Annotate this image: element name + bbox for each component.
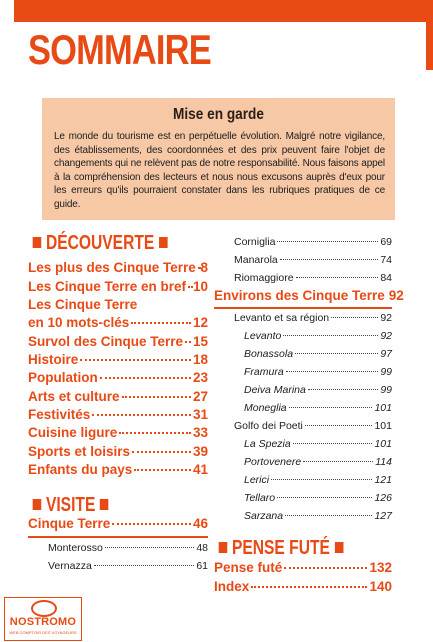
page-header: [0, 0, 433, 90]
leader-dots: [92, 414, 191, 416]
leader-dots: [277, 241, 378, 242]
toc-entry-label: Riomaggiore: [234, 272, 294, 284]
toc-entry-label: Cinque Terre: [28, 516, 111, 531]
toc-entry[interactable]: [234, 254, 392, 266]
toc-entry-label: Arts et culture: [28, 389, 120, 404]
toc-entry-label: Population: [28, 370, 98, 385]
toc-entry-page: 18: [192, 352, 208, 367]
toc-entry[interactable]: [244, 510, 392, 522]
leader-dots: [283, 335, 378, 336]
square-bullet-icon: [100, 499, 109, 510]
toc-entry-page: 114: [375, 456, 392, 468]
leader-dots: [277, 497, 372, 498]
toc-entry-label: Manarola: [234, 254, 278, 266]
toc-entry-page: 127: [374, 510, 392, 522]
leader-dots: [198, 267, 199, 269]
toc-entry[interactable]: [244, 438, 392, 450]
leader-dots: [289, 407, 373, 408]
toc-entry-page: 99: [380, 384, 392, 396]
leader-dots: [119, 432, 191, 434]
toc-entry-page: 92: [388, 288, 404, 303]
toc-entry-page: 92: [380, 312, 392, 324]
section-decouverte-label: DÉCOUVERTE: [45, 232, 155, 254]
toc-entry-page: 23: [192, 370, 208, 385]
toc-entry-label: Les plus des Cinque Terre: [28, 260, 196, 275]
toc-entry-page: 10: [192, 279, 208, 294]
toc-entry-label: Corniglia: [234, 236, 276, 248]
leader-dots: [293, 443, 373, 444]
toc-entry[interactable]: [234, 420, 392, 432]
leader-dots: [285, 515, 372, 516]
leader-dots: [271, 479, 372, 480]
leader-dots: [134, 469, 191, 471]
toc-entry[interactable]: [244, 330, 392, 342]
toc-entry-label: Lerici: [244, 474, 270, 486]
warning-box: [42, 98, 395, 220]
toc-entry-page: 46: [192, 516, 208, 531]
toc-entry-label: Bonassola: [244, 348, 294, 360]
toc-entry-label: Enfants du pays: [28, 462, 133, 477]
toc-entry[interactable]: [28, 425, 208, 440]
toc-entry-label: Moneglia: [244, 402, 287, 414]
warning-title: Mise en garde: [173, 106, 264, 123]
leader-dots: [303, 461, 373, 462]
leader-dots: [80, 359, 191, 361]
toc-entry-label: Sarzana: [244, 510, 284, 522]
leader-dots: [100, 377, 191, 379]
toc-entry-label: Portovenere: [244, 456, 302, 468]
toc-entry-label: Deiva Marina: [244, 384, 306, 396]
square-bullet-icon: [159, 237, 168, 248]
toc-entry-page: 140: [369, 579, 392, 594]
square-bullet-icon: [33, 499, 42, 510]
toc-entry-page: 48: [196, 542, 208, 554]
toc-entry-page: 84: [380, 272, 392, 284]
toc-entry[interactable]: [244, 366, 392, 378]
toc-entry-label: Les Cinque Terre: [28, 297, 138, 312]
section-pense-fute-label: PENSE FUTÉ: [231, 537, 330, 559]
square-bullet-icon: [219, 542, 228, 553]
toc-entry[interactable]: [234, 312, 392, 324]
toc-entry-label: Levanto: [244, 330, 282, 342]
toc-entry[interactable]: [214, 288, 404, 303]
toc-entry-page: 92: [380, 330, 392, 342]
leader-dots: [122, 396, 191, 398]
toc-entry[interactable]: [28, 334, 208, 349]
toc-entry[interactable]: [28, 407, 208, 422]
square-bullet-icon: [33, 237, 42, 248]
leader-dots: [295, 353, 378, 354]
leader-dots: [284, 567, 367, 569]
leader-dots: [286, 371, 379, 372]
toc-entry-label: Vernazza: [48, 560, 92, 572]
toc-entry[interactable]: [244, 348, 392, 360]
leader-dots: [94, 565, 195, 566]
toc-entry[interactable]: [48, 542, 208, 554]
section-visite-heading: [28, 494, 113, 517]
divider: [214, 307, 392, 309]
toc-entry-label: Environs des Cinque Terre: [214, 288, 385, 303]
toc-entry[interactable]: [244, 474, 392, 486]
toc-entry-label: Sports et loisirs: [28, 444, 131, 459]
toc-entry-label: Histoire: [28, 352, 79, 367]
leader-dots: [331, 317, 378, 318]
leader-dots: [185, 341, 191, 343]
leader-dots: [308, 389, 378, 390]
toc-entry-page: 12: [192, 315, 208, 330]
warning-text: Le monde du tourisme est en perpétuelle évolution. Malgré notre vigilance, des établissements, des coordonnées et des prix peuvent faire l'objet de changements qui ne relèvent pas de notre responsabilité. Nous faisons appel à la compréhension des lecteurs et nous nous excusons auprès d'eux pour les erreurs qu'ils pourraient constater dans les rubriques pratiques de ce guide.: [54, 131, 385, 210]
leader-dots: [305, 425, 373, 426]
toc-entry-label: Pense futé: [214, 560, 283, 575]
leader-dots: [105, 547, 194, 548]
toc-entry[interactable]: [244, 456, 392, 468]
toc-entry[interactable]: [28, 462, 208, 477]
toc-entry-label: Les Cinque Terre en bref: [28, 279, 187, 294]
toc-entry[interactable]: [28, 370, 208, 385]
toc-entry[interactable]: [28, 279, 208, 294]
toc-entry-label: Monterosso: [48, 542, 103, 554]
toc-entry-label: Levanto et sa région: [234, 312, 330, 324]
toc-entry[interactable]: [28, 516, 208, 531]
toc-entry-page: 99: [380, 366, 392, 378]
toc-entry-label: La Spezia: [244, 438, 291, 450]
toc-entry[interactable]: [28, 389, 208, 404]
leader-dots: [188, 286, 191, 288]
logo-emblem-icon: [31, 600, 57, 617]
toc-entry-page: 39: [192, 444, 208, 459]
toc-entry[interactable]: [48, 560, 208, 572]
toc-entry[interactable]: [214, 579, 392, 594]
toc-entry[interactable]: [234, 236, 392, 248]
toc-entry-page: 15: [192, 334, 208, 349]
toc-entry[interactable]: [28, 315, 208, 330]
leader-dots: [112, 523, 191, 525]
toc-entry-label: Golfo dei Poeti: [234, 420, 303, 432]
toc-entry-page: 33: [192, 425, 208, 440]
toc-entry-label: Festivités: [28, 407, 91, 422]
leader-dots: [131, 322, 191, 324]
square-bullet-icon: [335, 542, 344, 553]
leader-dots: [280, 259, 379, 260]
toc-entry-page: 41: [192, 462, 208, 477]
divider: [28, 536, 208, 538]
toc-entry-page: 69: [380, 236, 392, 248]
toc-entry-page: 101: [374, 438, 392, 450]
toc-entry-page: 74: [380, 254, 392, 266]
page-title: SOMMAIRE: [28, 26, 211, 73]
toc-entry[interactable]: [244, 402, 392, 414]
toc-entry-page: 101: [374, 420, 392, 432]
section-pense-fute-heading: [214, 537, 348, 560]
toc-entry-label: Framura: [244, 366, 284, 378]
toc-entry-page: 132: [369, 560, 392, 575]
toc-entry-label: Index: [214, 579, 250, 594]
leader-dots: [132, 451, 191, 453]
toc-entry-page: 101: [374, 402, 392, 414]
logo-tagline: WEB COMPTOIR DES VOYAGEURS: [9, 630, 77, 635]
toc-entry[interactable]: [214, 560, 392, 575]
toc-entry[interactable]: [28, 352, 208, 367]
leader-dots: [251, 586, 367, 588]
toc-entry-label: Cuisine ligure: [28, 425, 118, 440]
logo-name: NOSTROMO: [9, 616, 77, 628]
toc-entry-label: Survol des Cinque Terre: [28, 334, 184, 349]
toc-entry-page: 8: [200, 260, 208, 275]
toc-entry-label: Tellaro: [244, 492, 276, 504]
nostromo-logo: [4, 597, 82, 641]
toc-entry[interactable]: [244, 384, 392, 396]
toc-entry[interactable]: [28, 297, 208, 312]
toc-entry-page: 121: [374, 474, 392, 486]
toc-entry-page: 126: [374, 492, 392, 504]
toc-entry-label: en 10 mots-clés: [28, 315, 130, 330]
toc-entry[interactable]: [28, 260, 208, 275]
leader-dots: [296, 277, 379, 278]
section-decouverte-heading: [28, 232, 172, 255]
toc-entry-page: 61: [196, 560, 208, 572]
toc-entry[interactable]: [234, 272, 392, 284]
toc-entry-page: 31: [192, 407, 208, 422]
section-visite-label: VISITE: [45, 494, 96, 516]
toc-entry[interactable]: [244, 492, 392, 504]
toc-entry-page: 27: [192, 389, 208, 404]
toc-entry[interactable]: [28, 444, 208, 459]
toc-entry-page: 97: [380, 348, 392, 360]
